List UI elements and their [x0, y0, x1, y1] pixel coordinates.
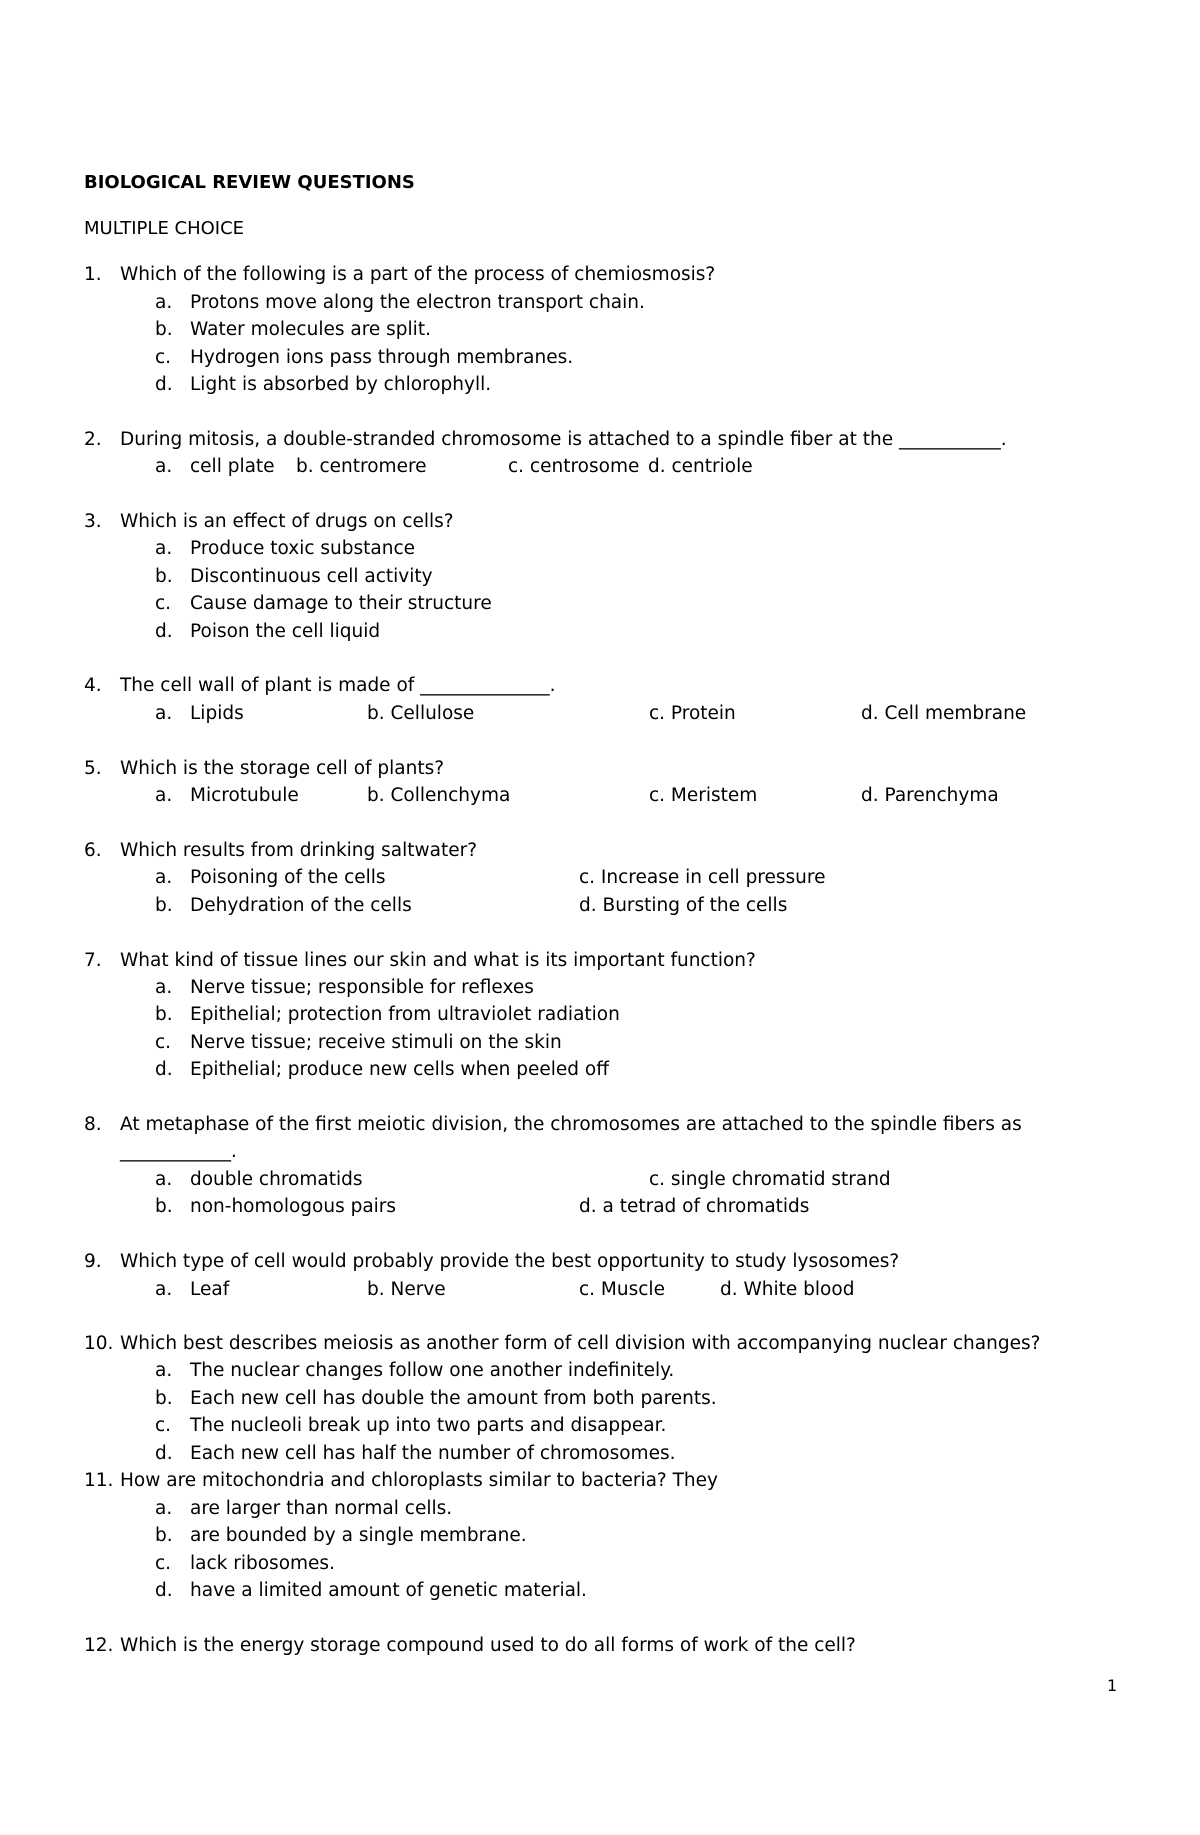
question-text-continued: ____________.: [120, 1141, 237, 1162]
choice-text: Epithelial; protection from ultraviolet radiation: [190, 1004, 620, 1025]
choice-text: c. Meristem: [649, 785, 758, 806]
choice-text: The nuclear changes follow one another indefinitely.: [190, 1360, 675, 1381]
choice-letter: b.: [155, 1388, 173, 1409]
question-number: 12.: [84, 1635, 114, 1656]
choice-letter: a.: [155, 1498, 173, 1519]
choice-letter: b.: [155, 319, 173, 340]
choice-text: Epithelial; produce new cells when peeled off: [190, 1059, 609, 1080]
choice-text: d. Bursting of the cells: [579, 895, 788, 916]
choice-letter: b.: [155, 566, 173, 587]
choice-text: are larger than normal cells.: [190, 1498, 453, 1519]
question-text: Which of the following is a part of the process of chemiosmosis?: [120, 264, 716, 285]
choice-text: d. White blood: [720, 1279, 855, 1300]
question-number: 4.: [84, 675, 102, 696]
choice-letter: b.: [155, 1525, 173, 1546]
question-text: The cell wall of plant is made of ______________.: [120, 675, 556, 696]
choice-text: Each new cell has half the number of chromosomes.: [190, 1443, 676, 1464]
choice-letter: b.: [155, 895, 173, 916]
choice-text: cell plate: [190, 456, 275, 477]
question-text: Which results from drinking saltwater?: [120, 840, 478, 861]
choice-text: have a limited amount of genetic material.: [190, 1580, 587, 1601]
choice-text: b. Cellulose: [367, 703, 475, 724]
choice-text: Leaf: [190, 1279, 230, 1300]
question-text: Which is an effect of drugs on cells?: [120, 511, 454, 532]
choice-text: c. single chromatid strand: [649, 1169, 891, 1190]
question-text: Which is the storage cell of plants?: [120, 758, 445, 779]
choice-text: Discontinuous cell activity: [190, 566, 433, 587]
choice-letter: a.: [155, 456, 173, 477]
question-number: 11.: [84, 1470, 114, 1491]
choice-text: b. Collenchyma: [367, 785, 511, 806]
question-number: 7.: [84, 950, 102, 971]
choice-letter: a.: [155, 977, 173, 998]
choice-letter: a.: [155, 703, 173, 724]
choice-letter: a.: [155, 292, 173, 313]
choice-letter: c.: [155, 1415, 172, 1436]
choice-text: Water molecules are split.: [190, 319, 431, 340]
choice-text: Dehydration of the cells: [190, 895, 412, 916]
choice-text: The nucleoli break up into two parts and disappear.: [190, 1415, 667, 1436]
choice-text: c. centrosome: [508, 456, 640, 477]
document-title: BIOLOGICAL REVIEW QUESTIONS: [84, 172, 415, 193]
choice-letter: a.: [155, 785, 173, 806]
choice-text: d. centriole: [648, 456, 753, 477]
page-number: 1: [1107, 1676, 1118, 1695]
choice-text: d. Parenchyma: [861, 785, 999, 806]
question-number: 9.: [84, 1251, 102, 1272]
question-text: During mitosis, a double-stranded chromosome is attached to a spindle fiber at the ___________.: [120, 429, 1007, 450]
choice-text: Produce toxic substance: [190, 538, 416, 559]
choice-text: lack ribosomes.: [190, 1553, 335, 1574]
question-text: Which type of cell would probably provide the best opportunity to study lysosomes?: [120, 1251, 900, 1272]
section-heading: MULTIPLE CHOICE: [84, 218, 245, 239]
choice-letter: c.: [155, 593, 172, 614]
choice-text: double chromatids: [190, 1169, 363, 1190]
choice-letter: c.: [155, 1032, 172, 1053]
choice-letter: b.: [155, 1004, 173, 1025]
choice-text: are bounded by a single membrane.: [190, 1525, 527, 1546]
choice-letter: d.: [155, 374, 173, 395]
question-text: How are mitochondria and chloroplasts similar to bacteria? They: [120, 1470, 718, 1491]
choice-letter: a.: [155, 867, 173, 888]
choice-text: c. Muscle: [579, 1279, 665, 1300]
choice-letter: a.: [155, 1169, 173, 1190]
choice-text: d. Cell membrane: [861, 703, 1027, 724]
choice-text: Poison the cell liquid: [190, 621, 381, 642]
question-number: 6.: [84, 840, 102, 861]
choice-letter: b.: [155, 1196, 173, 1217]
choice-text: b. Nerve: [367, 1279, 446, 1300]
question-text: At metaphase of the first meiotic division, the chromosomes are attached to the spindle fibers as: [120, 1114, 1022, 1135]
choice-text: b. centromere: [296, 456, 427, 477]
choice-text: Nerve tissue; responsible for reflexes: [190, 977, 534, 998]
choice-text: Lipids: [190, 703, 244, 724]
question-number: 8.: [84, 1114, 102, 1135]
choice-letter: a.: [155, 538, 173, 559]
choice-letter: a.: [155, 1360, 173, 1381]
choice-text: non-homologous pairs: [190, 1196, 397, 1217]
choice-letter: d.: [155, 1580, 173, 1601]
choice-letter: a.: [155, 1279, 173, 1300]
choice-letter: c.: [155, 347, 172, 368]
choice-text: Light is absorbed by chlorophyll.: [190, 374, 492, 395]
choice-text: Cause damage to their structure: [190, 593, 492, 614]
choice-text: c. Protein: [649, 703, 736, 724]
question-number: 3.: [84, 511, 102, 532]
question-number: 1.: [84, 264, 102, 285]
choice-text: d. a tetrad of chromatids: [579, 1196, 810, 1217]
choice-text: Nerve tissue; receive stimuli on the skin: [190, 1032, 562, 1053]
question-text: What kind of tissue lines our skin and what is its important function?: [120, 950, 756, 971]
choice-letter: d.: [155, 1443, 173, 1464]
choice-text: Hydrogen ions pass through membranes.: [190, 347, 574, 368]
choice-text: Microtubule: [190, 785, 299, 806]
question-text: Which best describes meiosis as another form of cell division with accompanying nuclear changes?: [120, 1333, 1041, 1354]
question-text: Which is the energy storage compound used to do all forms of work of the cell?: [120, 1635, 856, 1656]
question-number: 5.: [84, 758, 102, 779]
choice-letter: d.: [155, 621, 173, 642]
choice-text: Poisoning of the cells: [190, 867, 386, 888]
question-number: 10.: [84, 1333, 114, 1354]
question-number: 2.: [84, 429, 102, 450]
choice-letter: d.: [155, 1059, 173, 1080]
choice-text: Protons move along the electron transport chain.: [190, 292, 645, 313]
choice-text: c. Increase in cell pressure: [579, 867, 826, 888]
choice-letter: c.: [155, 1553, 172, 1574]
choice-text: Each new cell has double the amount from both parents.: [190, 1388, 717, 1409]
